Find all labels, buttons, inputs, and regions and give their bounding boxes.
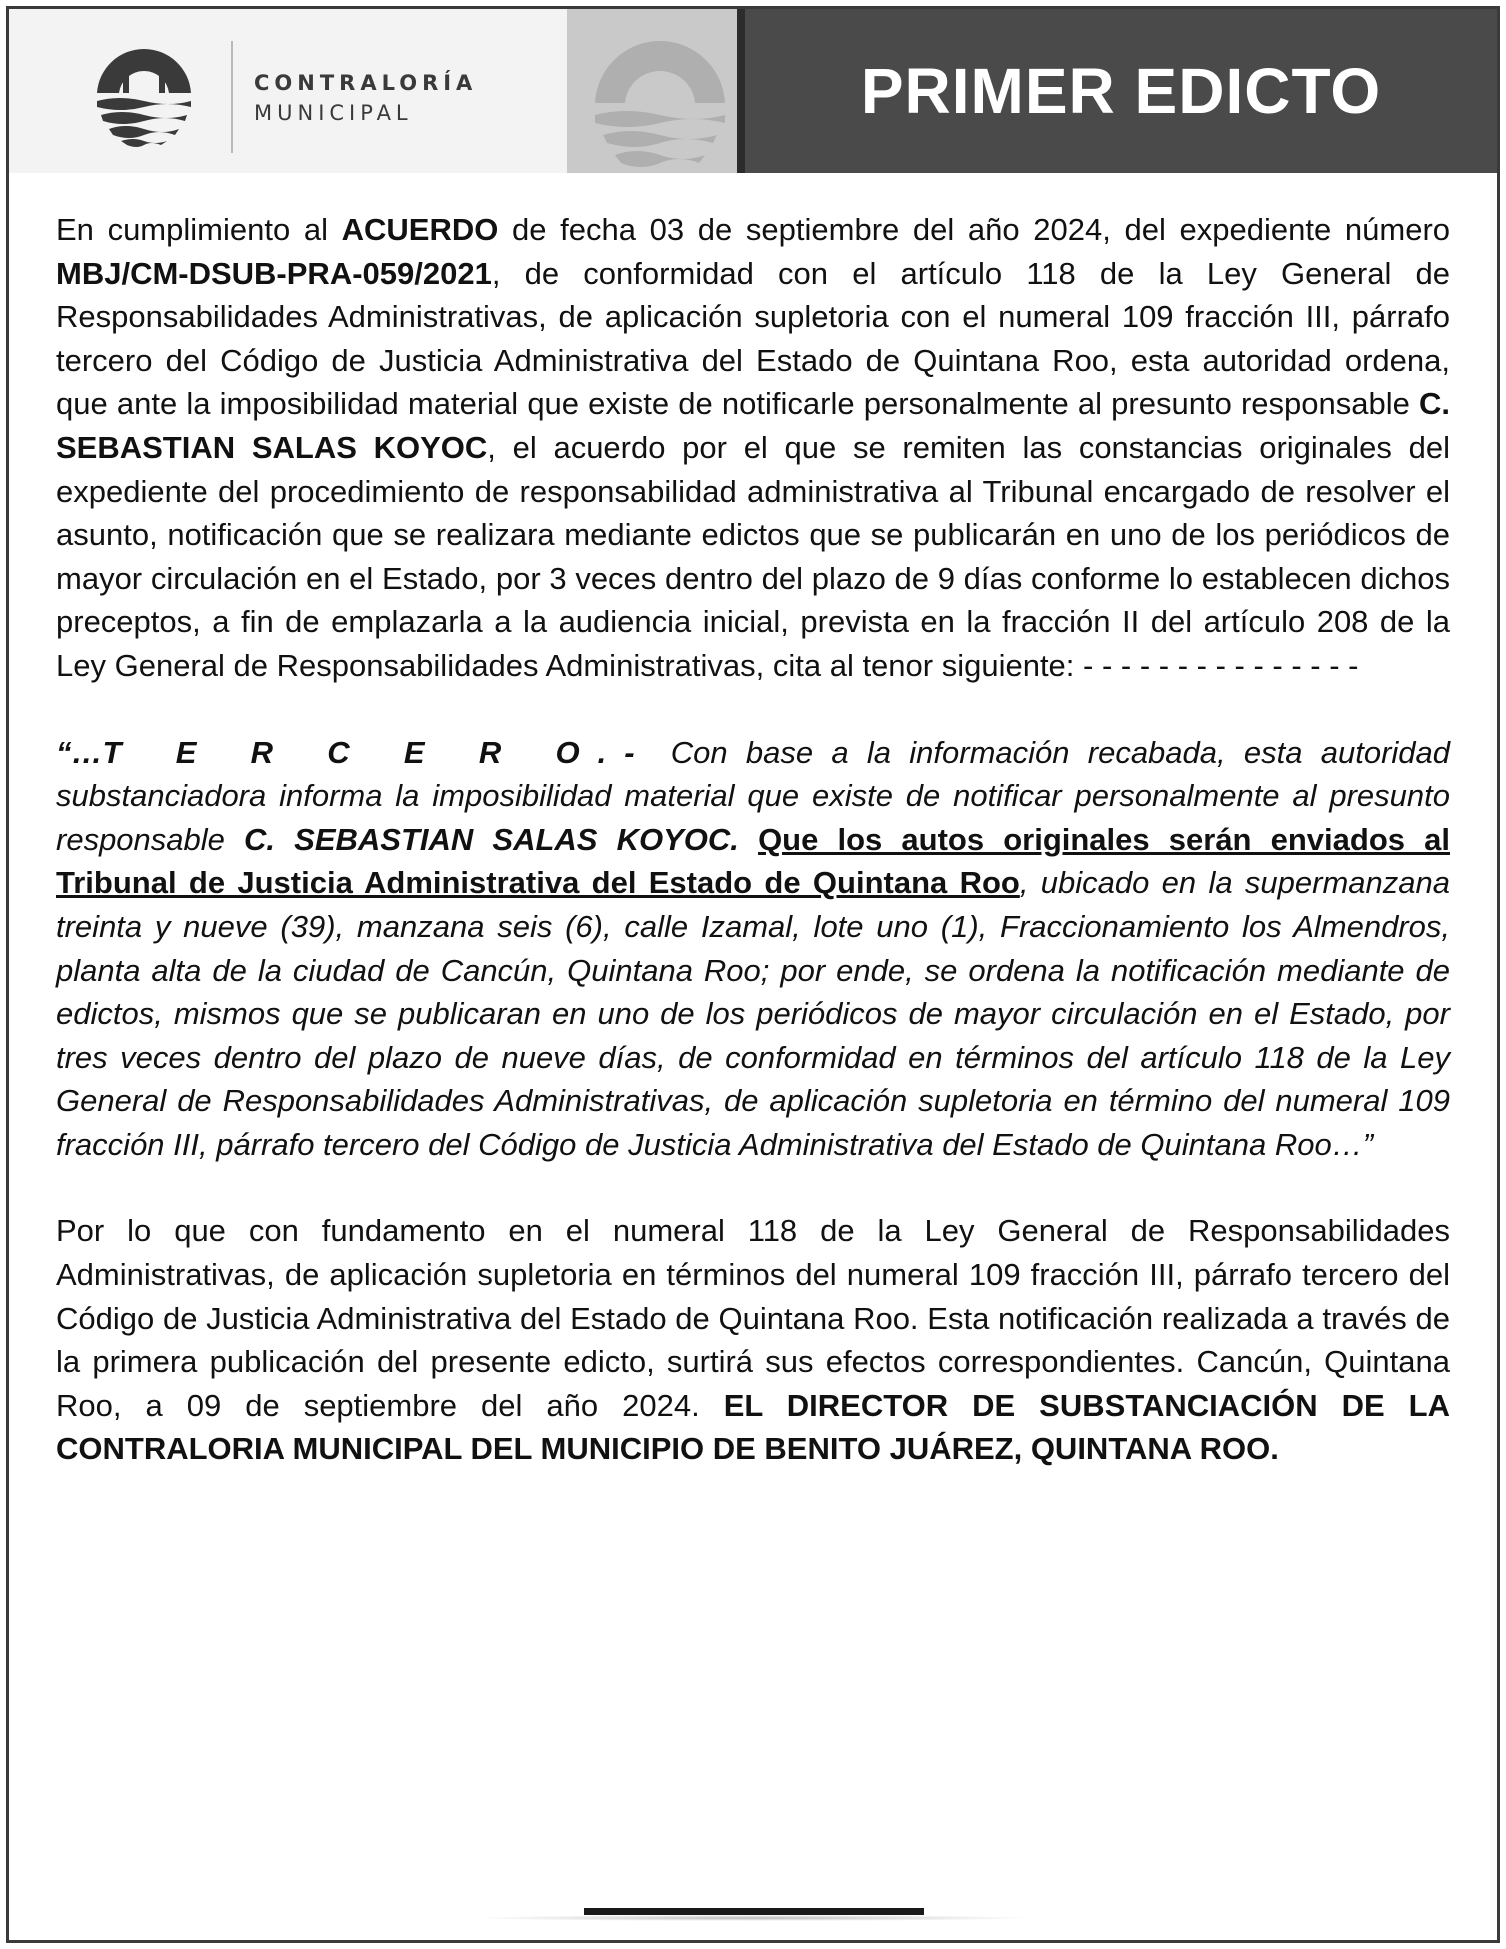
signatory: EL DIRECTOR DE SUBSTANCIACIÓN DE LA CONTRALORIA MUNICIPAL DEL MUNICIPIO DE BENITO JUÁREZ, QUINTANA ROO.	[56, 1387, 1451, 1467]
edict-title: PRIMER EDICTO	[860, 55, 1382, 127]
text-span: En cumplimiento al	[56, 212, 342, 247]
paragraph-intro	[56, 208, 1450, 688]
header-divider	[737, 9, 745, 173]
municipal-logo-icon	[89, 41, 199, 151]
edict-body	[56, 208, 1450, 1471]
watermark-panel	[567, 9, 737, 173]
quote-open: “…	[56, 734, 103, 770]
title-panel	[745, 9, 1497, 173]
underlined-statement: Que los autos originales serán enviados al Tribunal de Justicia Administrativa del Estado de Quintana Roo	[56, 821, 1450, 901]
case-number: MBJ/CM-DSUB-PRA-059/2021	[56, 255, 492, 291]
text-span: , de conformidad con el artículo 118 de la Ley General de Responsabilidades Administrativas, de aplicación supletoria con el numeral 109 fracción III, párrafo tercero del Código de Justicia Administrativa del Estado de Quintana Roo, esta autoridad ordena, que ante la imposibilidad material que existe de notificarle personalmente al presunto responsable	[56, 255, 1450, 422]
respondent-name: C. SEBASTIAN SALAS KOYOC.	[244, 821, 739, 857]
text-span: , ubicado en la supermanzana treinta y nueve (39), manzana seis (6), calle Izamal, lote uno (1), Fraccionamiento los Almendros, planta alta de la ciudad de Cancún, Quintana Roo; por ende, se ordena la notificación mediante de edictos, mismos que se publicaran en uno de los periódicos de mayor circulación en el Estado, por tres veces dentro del plazo de nueve días, de conformidad en términos del artículo 118 de la Ley General de Responsabilidades Administrativas, de aplicación supletoria en término del numeral 109 fracción III, párrafo tercero del Código de Justicia Administrativa del Estado de Quintana Roo…”	[56, 865, 1450, 1162]
text-span: Con base a la información recabada, esta autoridad substanciadora informa la imposibilidad material que existe de notificar personalmente al presunto responsable	[56, 734, 1450, 857]
org-name-line1: CONTRALORÍA	[254, 71, 478, 95]
acuerdo-label: ACUERDO	[341, 212, 499, 247]
paragraph-closing	[56, 1209, 1450, 1471]
tercero-heading: T E R C E R O.-	[102, 734, 653, 770]
paragraph-quote	[56, 731, 1450, 1167]
logo-block	[9, 9, 567, 173]
text-span: Por lo que con fundamento en el numeral 118 de la Ley General de Responsabilidades Administrativas, de aplicación supletoria en términos del numeral 109 fracción III, párrafo tercero del Código de Justicia Administrativa del Estado de Quintana Roo. Esta notificación realizada a través de la primera publicación del presente edicto, surtirá sus efectos correspondientes. Cancún, Quintana Roo, a 09 de septiembre del año 2024.	[56, 1213, 1450, 1423]
watermark-logo-icon	[585, 31, 735, 173]
org-name-line2: MUNICIPAL	[254, 101, 413, 125]
footer-rule	[584, 1908, 924, 1915]
respondent-name: C. SEBASTIAN SALAS KOYOC	[56, 386, 1450, 465]
text-span: de fecha 03 de septiembre del año 2024, del expediente número	[498, 212, 1451, 247]
text-space	[739, 822, 758, 857]
edict-header	[9, 9, 1497, 173]
logo-separator	[231, 41, 233, 153]
text-span: , el acuerdo por el que se remiten las constancias originales del expediente del procedimiento de responsabilidad administrativa al Tribunal encargado de resolver el asunto, notificación que se realizara mediante edictos que se publicarán en uno de los periódicos de mayor circulación en el Estado, por 3 veces dentro del plazo de 9 días conforme lo establecen dichos preceptos, a fin de emplazarla a la audiencia inicial, prevista en la fracción II del artículo 208 de la Ley General de Responsabilidades Administrativas, cita al tenor siguiente: - - - - - - - - - - - - - - -	[56, 429, 1450, 683]
footer-shadow	[470, 1915, 1036, 1921]
